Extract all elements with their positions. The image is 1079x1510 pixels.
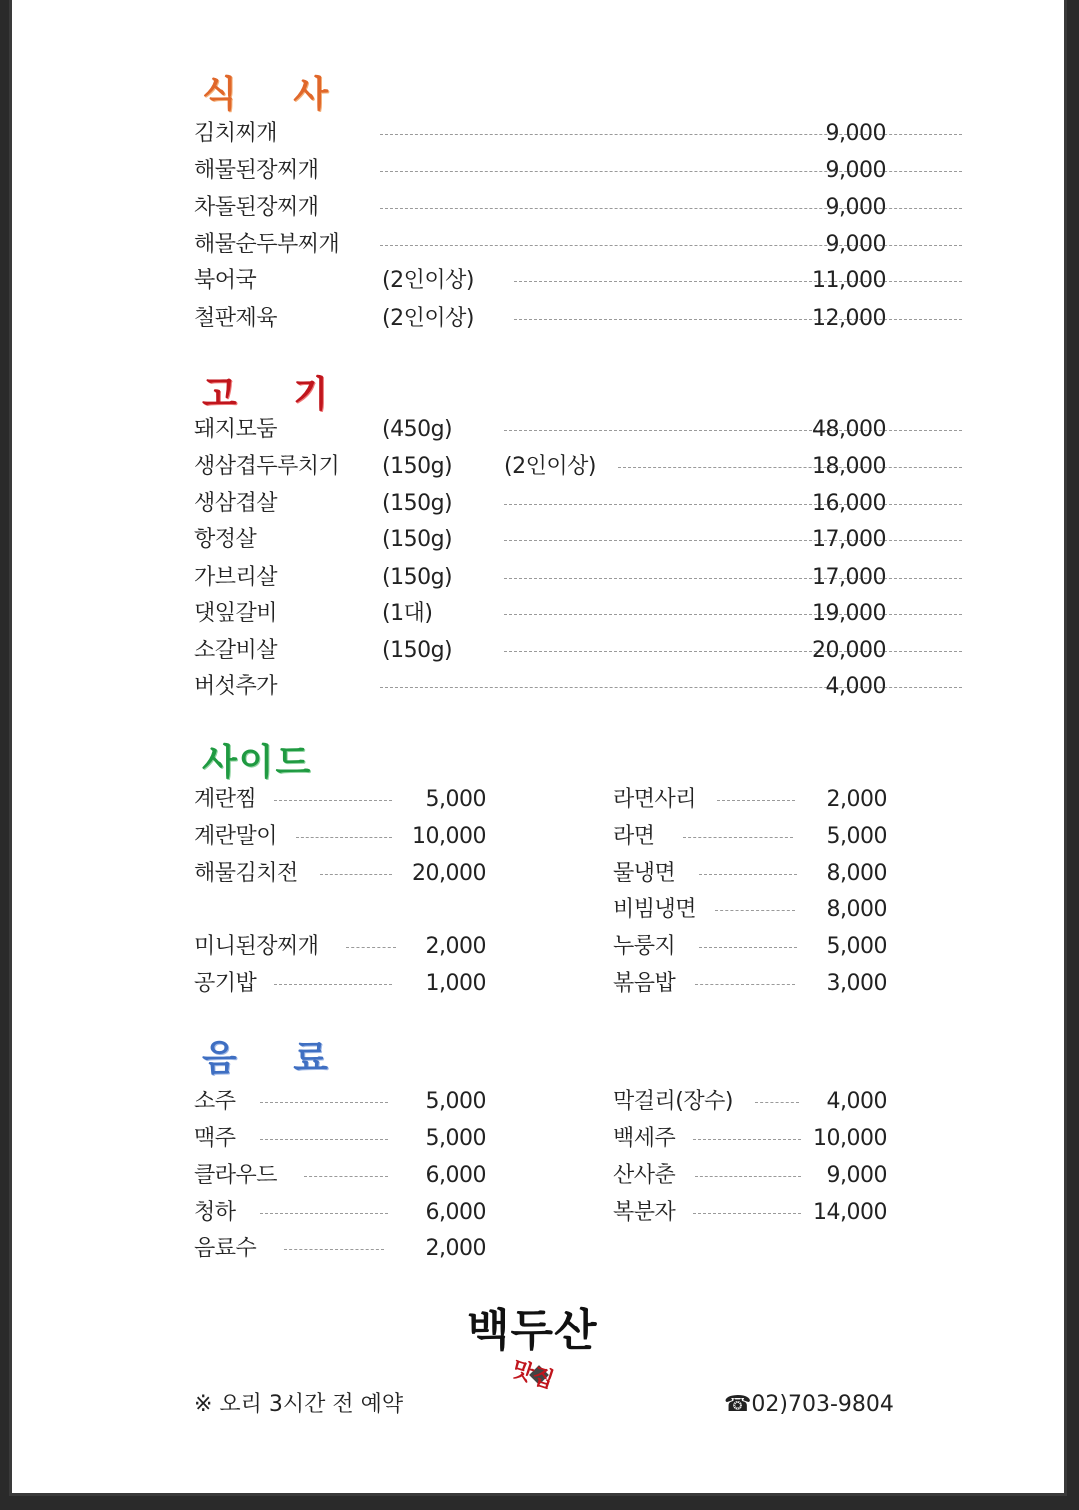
menu-item (194, 561, 894, 595)
menu-item (194, 117, 894, 151)
item-note: (150g) (382, 565, 453, 590)
item-name: 버섯추가 (194, 674, 278, 699)
dot-leader (320, 874, 392, 875)
item-name: 볶음밥 (613, 971, 676, 996)
item-name: 생삼겹두루치기 (194, 454, 340, 479)
item-name: 돼지모둠 (194, 417, 278, 442)
dot-leader (274, 800, 392, 801)
dot-leader (695, 1176, 801, 1177)
item-note: (150g) (382, 527, 453, 552)
item-price: 14,000 (813, 1200, 887, 1225)
item-price: 9,000 (825, 232, 886, 257)
menu-item (613, 820, 895, 854)
item-note: (150g) (382, 638, 453, 663)
item-name: 공기밥 (194, 971, 257, 996)
menu-item (194, 264, 894, 298)
menu-item (194, 523, 894, 557)
dot-leader (695, 984, 795, 985)
reservation-notice: ※ 오리 3시간 전 예약 (194, 1392, 404, 1417)
dot-leader (260, 1102, 388, 1103)
dot-leader (504, 504, 962, 505)
menu-item (194, 1232, 494, 1266)
item-note: (2인이상) (382, 268, 474, 293)
item-price: 17,000 (812, 527, 886, 552)
item-price: 19,000 (812, 601, 886, 626)
item-price: 18,000 (812, 454, 886, 479)
dot-leader (504, 651, 962, 652)
item-name: 철판제육 (194, 306, 278, 331)
item-price: 8,000 (826, 897, 887, 922)
phone-number: ☎02)703-9804 (724, 1392, 894, 1417)
item-price: 10,000 (813, 1126, 887, 1151)
item-price: 5,000 (826, 824, 887, 849)
dot-leader (693, 1213, 801, 1214)
item-note: (150g) (382, 491, 453, 516)
item-price: 5,000 (425, 1089, 486, 1114)
restaurant-logo: 백두산 (467, 1305, 598, 1356)
item-name: 댓잎갈비 (194, 601, 278, 626)
item-price: 3,000 (826, 971, 887, 996)
dot-leader (699, 874, 797, 875)
item-name: 생삼겹살 (194, 491, 278, 516)
dot-leader (274, 984, 392, 985)
dot-leader (260, 1139, 388, 1140)
menu-item (613, 967, 895, 1001)
item-price: 9,000 (825, 158, 886, 183)
menu-item (194, 1159, 494, 1193)
dot-leader (284, 1249, 384, 1250)
menu-item (194, 1122, 494, 1156)
item-name: 클라우드 (194, 1163, 278, 1188)
item-price: 1,000 (425, 971, 486, 996)
item-name: 청하 (194, 1200, 236, 1225)
item-price: 2,000 (425, 934, 486, 959)
item-name: 라면 (613, 824, 655, 849)
item-name: 계란말이 (194, 824, 278, 849)
item-note: (1대) (382, 601, 433, 626)
item-price: 20,000 (412, 861, 486, 886)
menu-item (613, 1122, 895, 1156)
item-name: 소갈비살 (194, 638, 278, 663)
menu-item (613, 857, 895, 891)
item-price: 5,000 (826, 934, 887, 959)
dot-leader (514, 281, 962, 282)
item-price: 11,000 (812, 268, 886, 293)
item-name: 산사춘 (613, 1163, 676, 1188)
menu-item (613, 893, 895, 927)
item-name: 라면사리 (613, 787, 697, 812)
section-title-meal: 식 사 (202, 73, 351, 115)
item-price: 6,000 (425, 1163, 486, 1188)
dot-leader (504, 540, 962, 541)
menu-item (194, 967, 494, 1001)
menu-item (194, 413, 894, 447)
item-name: 가브리살 (194, 565, 278, 590)
menu-item (613, 930, 895, 964)
item-note-secondary: (2인이상) (504, 454, 596, 479)
dot-leader (618, 467, 962, 468)
item-price: 17,000 (812, 565, 886, 590)
menu-item (194, 857, 494, 891)
item-name: 김치찌개 (194, 121, 278, 146)
menu-item (613, 1159, 895, 1193)
menu-sheet (9, 0, 1067, 1496)
logo-subtitle: 맛집 (508, 1355, 558, 1394)
section-title-drink: 음 료 (202, 1037, 351, 1079)
item-price: 16,000 (812, 491, 886, 516)
dot-leader (755, 1102, 799, 1103)
item-name: 복분자 (613, 1200, 676, 1225)
dot-leader (304, 1176, 388, 1177)
item-name: 비빔냉면 (613, 897, 697, 922)
menu-item (194, 597, 894, 631)
item-name: 북어국 (194, 268, 257, 293)
item-note: (450g) (382, 417, 453, 442)
item-name: 항정살 (194, 527, 257, 552)
dot-leader (504, 578, 962, 579)
menu-item (194, 1196, 494, 1230)
dot-leader (693, 1139, 801, 1140)
item-price: 2,000 (826, 787, 887, 812)
dot-leader (260, 1213, 388, 1214)
item-name: 누룽지 (613, 934, 676, 959)
item-name: 막걸리(장수) (613, 1089, 733, 1114)
menu-item (194, 670, 894, 704)
item-name: 해물된장찌개 (194, 158, 319, 183)
item-name: 소주 (194, 1089, 236, 1114)
menu-item (194, 783, 494, 817)
item-price: 9,000 (825, 121, 886, 146)
dot-leader (346, 947, 396, 948)
dot-leader (717, 800, 795, 801)
menu-item (194, 634, 894, 668)
menu-item (194, 1085, 494, 1119)
item-name: 물냉면 (613, 861, 676, 886)
menu-item (194, 930, 494, 964)
item-price: 4,000 (826, 1089, 887, 1114)
item-name: 차돌된장찌개 (194, 195, 319, 220)
menu-item (194, 302, 894, 336)
item-price: 8,000 (826, 861, 887, 886)
menu-item (194, 820, 494, 854)
menu-item (613, 1085, 895, 1119)
dot-leader (504, 430, 962, 431)
item-note: (150g) (382, 454, 453, 479)
item-price: 12,000 (812, 306, 886, 331)
dot-leader (715, 910, 795, 911)
menu-item (194, 487, 894, 521)
item-price: 48,000 (812, 417, 886, 442)
item-price: 6,000 (425, 1200, 486, 1225)
item-price: 20,000 (812, 638, 886, 663)
menu-item (613, 1196, 895, 1230)
menu-item (194, 154, 894, 188)
item-name: 음료수 (194, 1236, 257, 1261)
dot-leader (514, 319, 962, 320)
item-price: 9,000 (825, 195, 886, 220)
menu-item (194, 450, 894, 484)
item-name: 해물순두부찌개 (194, 232, 340, 257)
section-title-side: 사이드 (202, 741, 313, 783)
item-name: 해물김치전 (194, 861, 298, 886)
item-price: 10,000 (412, 824, 486, 849)
item-note: (2인이상) (382, 306, 474, 331)
menu-item (194, 228, 894, 262)
item-price: 5,000 (425, 1126, 486, 1151)
menu-item (613, 783, 895, 817)
item-name: 맥주 (194, 1126, 236, 1151)
dot-leader (504, 614, 962, 615)
item-price: 9,000 (826, 1163, 887, 1188)
item-price: 5,000 (425, 787, 486, 812)
item-price: 4,000 (825, 674, 886, 699)
item-name: 백세주 (613, 1126, 676, 1151)
section-title-meat: 고 기 (202, 373, 351, 415)
item-name: 계란찜 (194, 787, 257, 812)
dot-leader (296, 837, 392, 838)
item-price: 2,000 (425, 1236, 486, 1261)
dot-leader (699, 947, 797, 948)
menu-item (194, 191, 894, 225)
item-name: 미니된장찌개 (194, 934, 319, 959)
dot-leader (683, 837, 793, 838)
